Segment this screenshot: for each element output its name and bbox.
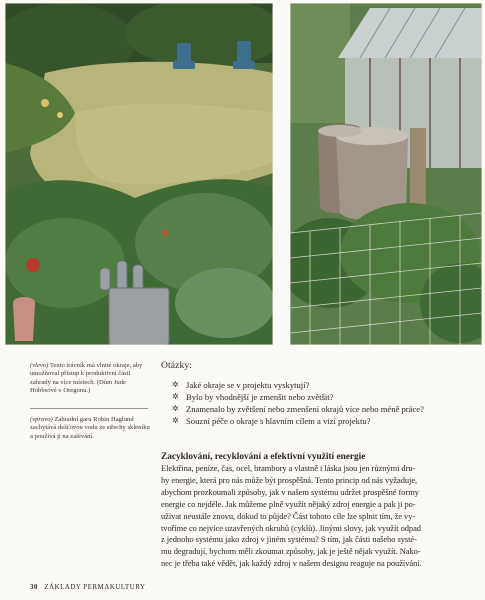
questions-heading: Otázky:: [161, 360, 193, 371]
questions-list: [172, 379, 424, 427]
question-item: [172, 415, 424, 427]
caption-tag: (vpravo): [30, 416, 53, 423]
star-bullet-icon: ✲: [172, 380, 179, 389]
body-line: energie co nejdéle. Jak můžeme plně využít nějaký zdroj energie a pak ji po-: [161, 498, 416, 509]
page-number: 30: [30, 584, 38, 591]
greenhouse-photo: [290, 3, 482, 345]
question-text: Znamenalo by zvětšení nebo zmenšení okrajů více nebo méně práce?: [186, 404, 424, 414]
question-item: [172, 391, 424, 403]
body-line: užívat neustále znovu, dokud to půjde? Část tohoto cíle lze splnit tím, že vy-: [161, 510, 416, 521]
question-text: Jaké okraje se v projektu vyskytují?: [186, 380, 310, 390]
star-bullet-icon: ✲: [172, 416, 179, 425]
star-bullet-icon: ✲: [172, 392, 179, 401]
body-line: abychom prozkoumali způsoby, jak v našem systému udržet prospěšné formy: [161, 486, 419, 497]
body-line: nec je třeba také vědět, jak každý zdroj v našem designu reaguje na používání.: [161, 558, 422, 569]
section-body: [161, 463, 465, 570]
body-line: tvoříme co nejvíce uzavřených okruhů (cyklů). Jinými slovy, jak využít odpad: [161, 522, 421, 533]
body-line: z jednoho systému jako zdroj v jiném systému? S tím, jak části našeho systé-: [161, 534, 417, 545]
running-title: ZÁKLADY PERMAKULTURY: [44, 584, 146, 591]
question-item: [172, 403, 424, 415]
caption-text: Zahradní garu Robin Haglund zachytává dešťovou vodu ze střechy skleníku a používá ji na zalévání.: [30, 416, 150, 440]
garden-lawn-photo: [5, 3, 273, 345]
star-bullet-icon: ✲: [172, 404, 179, 413]
question-text: Bylo by vhodnější je zmenšit nebo zvětšit?: [186, 392, 334, 402]
caption-text: Tento trávník má vlnité okraje, aby umožňoval přístup k produktivní části zahrady na více místech. (Dům Jude Hobbsové v Oregonu.): [30, 362, 143, 395]
body-line: hy energie, která pro nás může být prospěšná. Tento princip od nás vyžaduje,: [161, 474, 418, 485]
section-title: Zacyklování, recyklování a efektivní využití energie: [161, 452, 366, 462]
body-line: mu degradují, bychom měli zkoumat způsoby, jak je ještě nějak využít. Nako-: [161, 546, 421, 557]
photo-caption-left: [30, 362, 150, 396]
caption-divider: [30, 408, 148, 409]
question-item: [172, 379, 424, 391]
photo-caption-right: [30, 416, 150, 441]
body-line: Elektřina, peníze, čas, ocel, brambory a vlastně i láska jsou jen různými dru-: [161, 463, 416, 473]
question-text: Souzní péče o okraje s hlavním cílem a vizí projektu?: [186, 416, 371, 426]
caption-tag: (vlevo): [30, 362, 49, 369]
page-footer: [30, 584, 146, 591]
